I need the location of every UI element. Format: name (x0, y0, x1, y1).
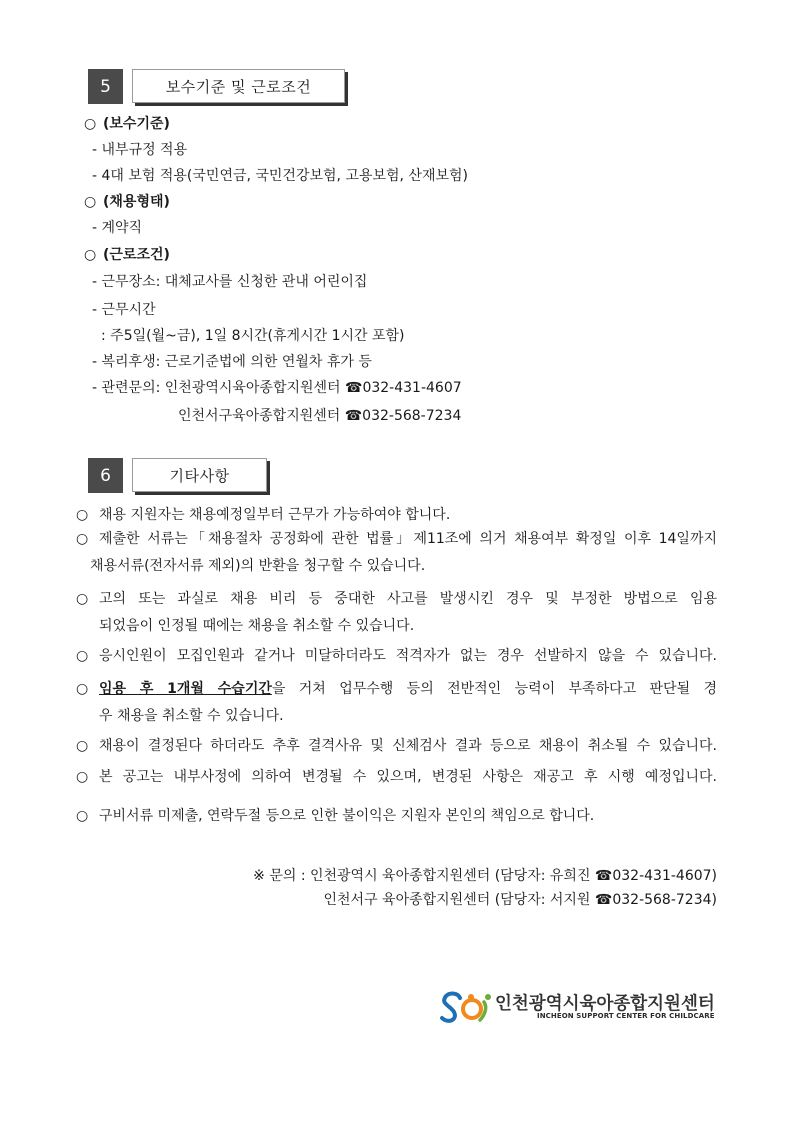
logo-name-english: INCHEON SUPPORT CENTER FOR CHILDCARE (537, 1012, 715, 1020)
childcare-logo-icon (438, 990, 494, 1024)
type-item-1: - 계약직 (92, 220, 143, 236)
work-item-4: - 복리후생: 근로기준법에 의한 연월차 휴가 등 (92, 354, 372, 370)
logo-name-korean: 인천광역시육아종합지원센터 (495, 994, 715, 1014)
misc-item-6: ○ 채용이 결정된다 하더라도 추후 결격사유 및 신체검사 결과 등으로 채용이 취소될 수 있습니다. (76, 738, 717, 754)
misc-item-2: ○ 제출한 서류는「채용절차 공정화에 관한 법률」제11조에 의거 채용여부 확정일 이후 14일까지 채용서류(전자서류 제외)의 반환을 청구할 수 있습니다. (76, 531, 717, 574)
misc-item-5: ○ 임용 후 1개월 수습기간을 거쳐 업무수행 등의 전반적인 능력이 부족하다고 판단될 경 우 채용을 취소할 수 있습니다. (76, 681, 717, 724)
center-logo (438, 990, 715, 1024)
pay-item-2: - 4대 보험 적용(국민연금, 국민건강보험, 고용보험, 산재보험) (92, 168, 468, 184)
pay-heading: ○ (보수기준) (84, 116, 170, 132)
work-item-1: - 근무장소: 대체교사를 신청한 관내 어린이집 (92, 274, 368, 290)
misc-item-8: ○ 구비서류 미제출, 연락두절 등으로 인한 불이익은 지원자 본인의 책임으로 합니다. (76, 808, 595, 824)
contact-line-1: ※ 문의 : 인천광역시 육아종합지원센터 (담당자: 유희진 ☎032-431-4607) (253, 868, 717, 884)
work-item-6: 인천서구육아종합지원센터 ☎032-568-7234 (178, 408, 462, 424)
misc-item-4: ○ 응시인원이 모집인원과 같거나 미달하더라도 적격자가 없는 경우 선발하지 않을 수 있습니다. (76, 648, 717, 664)
section-title: 기타사항 (132, 458, 267, 492)
work-item-3: : 주5일(월~금), 1일 8시간(휴게시간 1시간 포함) (101, 328, 405, 344)
pay-item-1: - 내부규정 적용 (92, 142, 188, 158)
contact-line-2: 인천서구 육아종합지원센터 (담당자: 서지원 ☎032-568-7234) (323, 892, 717, 908)
section-6-header (88, 458, 267, 493)
section-number: 5 (88, 69, 123, 104)
section-number: 6 (88, 458, 123, 493)
work-heading: ○ (근로조건) (84, 247, 170, 263)
section-5-header (88, 69, 345, 104)
probation-emphasis: 임용 후 1개월 수습기간 (99, 681, 272, 697)
work-item-5: - 관련문의: 인천광역시육아종합지원센터 ☎032-431-4607 (92, 380, 462, 396)
type-heading: ○ (채용형태) (84, 194, 170, 210)
work-item-2: - 근무시간 (92, 302, 156, 318)
misc-item-7: ○ 본 공고는 내부사정에 의하여 변경될 수 있으며, 변경된 사항은 재공고 후 시행 예정입니다. (76, 769, 717, 785)
section-title: 보수기준 및 근로조건 (132, 69, 345, 103)
misc-item-3: ○ 고의 또는 과실로 채용 비리 등 중대한 사고를 발생시킨 경우 및 부정한 방법으로 임용 되었음이 인정될 때에는 채용을 취소할 수 있습니다. (76, 591, 717, 634)
misc-item-1: ○ 채용 지원자는 채용예정일부터 근무가 가능하여야 합니다. (76, 507, 451, 523)
